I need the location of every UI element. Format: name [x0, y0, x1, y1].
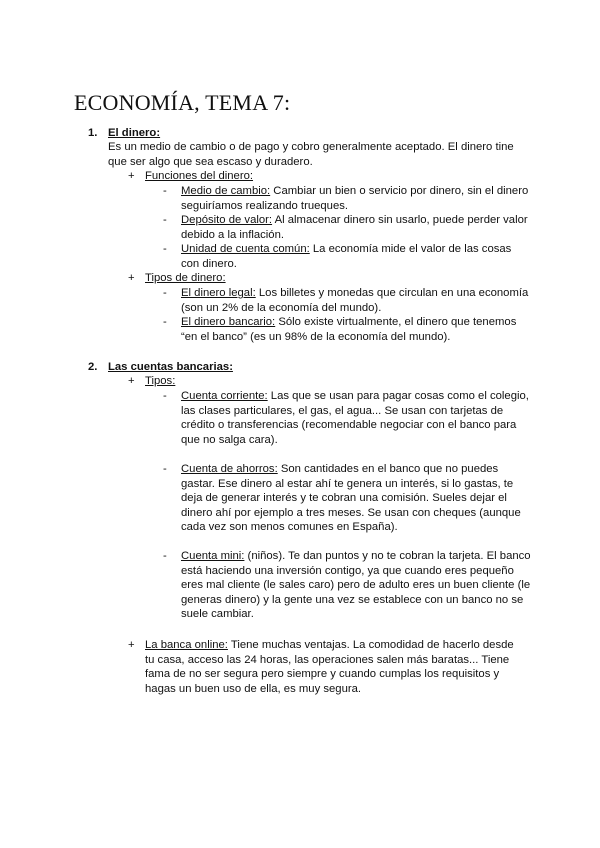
- plus-bullet-icon: +: [128, 170, 135, 182]
- term: Cuenta corriente:: [181, 390, 268, 402]
- definition: La economía mide el valor de las cosas con dinero.: [181, 243, 512, 270]
- section-heading: Las cuentas bancarias:: [108, 361, 233, 373]
- term: Unidad de cuenta común:: [181, 243, 310, 255]
- definition: Cambiar un bien o servicio por dinero, sin el dinero seguiríamos realizando trueques.: [181, 185, 529, 212]
- plus-bullet-icon: +: [128, 272, 135, 284]
- dash-bullet-icon: -: [163, 463, 167, 475]
- term: Cuenta de ahorros:: [181, 463, 278, 475]
- definition: (niños). Te dan puntos y no te cobran la tarjeta. El banco está haciendo una inversión contigo, ya que cuando eres pequeño eres mal cliente (le sales caro) pero de adulto eres un buen cliente (le generas dinero) y la gente una vez se establece con un banco no se suele cambiar.: [181, 550, 531, 621]
- funciones-label: Funciones del dinero:: [145, 170, 254, 182]
- section-number: 1.: [88, 127, 98, 139]
- dash-bullet-icon: -: [163, 287, 167, 299]
- term: Medio de cambio:: [181, 185, 271, 197]
- term: El dinero legal:: [181, 287, 256, 299]
- dash-bullet-icon: -: [163, 185, 167, 197]
- dash-bullet-icon: -: [163, 390, 167, 402]
- term: La banca online:: [145, 639, 228, 651]
- definition: Son cantidades en el banco que no puedes gastar. Ese dinero al estar ahí te genera un interés, si lo gastas, te deja de generar interés y te cobran una comisión. Sueles dejar el dinero ahí por ejemplo a tres meses. Se usan con cheques (aunque cada vez son menos comunes en España).: [181, 463, 521, 534]
- dash-bullet-icon: -: [163, 550, 167, 562]
- plus-bullet-icon: +: [128, 375, 135, 387]
- section-number: 2.: [88, 361, 98, 373]
- plus-bullet-icon: +: [128, 639, 135, 651]
- section-paragraph: Es un medio de cambio o de pago y cobro generalmente aceptado. El dinero tine que ser algo que sea escaso y duradero.: [108, 141, 514, 168]
- term: Cuenta mini:: [181, 550, 245, 562]
- document-title: ECONOMÍA, TEMA 7:: [74, 90, 291, 115]
- definition: Tiene muchas ventajas. La comodidad de hacerlo desde tu casa, acceso las 24 horas, las operaciones salen más baratas... Tiene fama de no ser segura pero siempre y cuando cumplas los requisitos y hagas un buen uso de ella, es muy segura.: [145, 639, 514, 695]
- term: Depósito de valor:: [181, 214, 273, 226]
- term: El dinero bancario:: [181, 316, 276, 328]
- definition: Los billetes y monedas que circulan en una economía (son un 2% de la economía del mundo).: [181, 287, 529, 314]
- tipos-dinero-label: Tipos de dinero:: [145, 272, 226, 284]
- definition: Al almacenar dinero sin usarlo, puede perder valor debido a la inflación.: [181, 214, 528, 241]
- tipos-cuentas-label: Tipos:: [145, 375, 176, 387]
- dash-bullet-icon: -: [163, 243, 167, 255]
- definition: Las que se usan para pagar cosas como el colegio, las clases particulares, el gas, el agua... Se usan con tarjetas de crédito o transferencias (recomendable negociar con el banco para que no salga cara).: [181, 390, 529, 446]
- dash-bullet-icon: -: [163, 214, 167, 226]
- section-heading: El dinero:: [108, 127, 161, 139]
- dash-bullet-icon: -: [163, 316, 167, 328]
- definition: Sólo existe virtualmente, el dinero que tenemos “en el banco” (es un 98% de la economía del mundo).: [181, 316, 517, 343]
